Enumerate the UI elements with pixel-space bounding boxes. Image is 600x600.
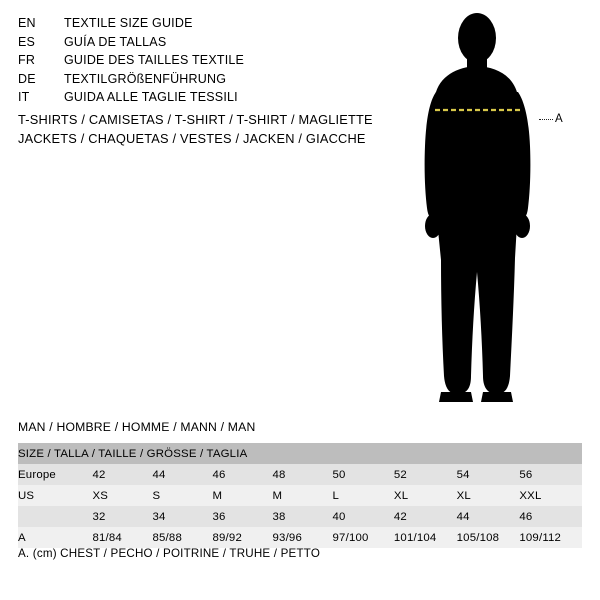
- cell: 46: [519, 510, 533, 523]
- language-title: GUIDA ALLE TAGLIE TESSILI: [64, 90, 238, 104]
- cell: 44: [456, 510, 470, 523]
- language-code: DE: [18, 71, 36, 86]
- category-jackets: JACKETS / CHAQUETAS / VESTES / JACKEN / GIACCHE: [18, 131, 366, 146]
- table-footnote: A. (cm) CHEST / PECHO / POITRINE / TRUHE / PETTO: [18, 547, 321, 560]
- language-title: TEXTILGRÖßENFÜHRUNG: [64, 71, 227, 86]
- table-row: [18, 464, 582, 485]
- cell: 97/100: [332, 531, 369, 544]
- cell: 101/104: [393, 531, 437, 544]
- cell: 38: [272, 510, 286, 523]
- cell: 56: [519, 468, 533, 481]
- measure-leader-line: [539, 119, 553, 120]
- row-label: US: [18, 489, 35, 502]
- cell: 81/84: [92, 531, 122, 544]
- cell: M: [272, 489, 283, 502]
- table-row: [18, 527, 582, 548]
- cell: 50: [332, 468, 346, 481]
- cell: 105/108: [456, 531, 500, 544]
- cell: 48: [272, 468, 286, 481]
- category-headings: [18, 110, 418, 148]
- row-label: A: [18, 531, 26, 544]
- table-header-row: [18, 443, 582, 464]
- row-label: [18, 506, 92, 527]
- table-header-label: SIZE / TALLA / TAILLE / GRÖSSE / TAGLIA: [18, 447, 248, 460]
- cell: M: [212, 489, 223, 502]
- language-code: EN: [18, 16, 36, 30]
- language-title: TEXTILE SIZE GUIDE: [64, 16, 193, 30]
- language-row: [18, 51, 398, 70]
- cell: 52: [393, 468, 407, 481]
- cell: 40: [332, 510, 346, 523]
- cell: XL: [393, 489, 409, 502]
- cell: 42: [92, 468, 106, 481]
- cell: XXL: [519, 489, 542, 502]
- measure-label-a: A: [555, 113, 564, 125]
- cell: 89/92: [212, 531, 242, 544]
- language-row: [18, 14, 398, 33]
- cell: 44: [152, 468, 166, 481]
- cell: 42: [393, 510, 407, 523]
- language-row: [18, 88, 398, 107]
- category-tshirts: T-SHIRTS / CAMISETAS / T-SHIRT / T-SHIRT / MAGLIETTE: [18, 112, 373, 127]
- language-title: GUÍA DE TALLAS: [64, 34, 167, 49]
- language-list: [18, 14, 398, 107]
- cell: S: [152, 489, 161, 502]
- male-silhouette-icon: [405, 10, 590, 410]
- table-caption: MAN / HOMBRE / HOMME / MANN / MAN: [18, 420, 256, 434]
- row-label: Europe: [18, 468, 56, 481]
- cell: XS: [92, 489, 109, 502]
- body-figure: [405, 10, 590, 410]
- language-code: FR: [18, 53, 36, 67]
- cell: XL: [456, 489, 471, 502]
- cell: L: [332, 489, 340, 502]
- cell: 85/88: [152, 531, 182, 544]
- table-row: [18, 506, 582, 527]
- language-row: [18, 33, 398, 52]
- cell: 93/96: [272, 531, 303, 544]
- language-code: ES: [18, 34, 36, 49]
- cell: 34: [152, 510, 166, 523]
- cell: 32: [92, 510, 106, 523]
- language-code: IT: [18, 90, 30, 104]
- size-table: [18, 443, 582, 548]
- cell: 54: [456, 468, 470, 481]
- cell: 36: [212, 510, 226, 523]
- cell: 46: [212, 468, 226, 481]
- cell: 109/112: [519, 531, 562, 544]
- language-title: GUIDE DES TAILLES TEXTILE: [64, 53, 245, 67]
- language-row: [18, 70, 398, 89]
- table-row: [18, 485, 582, 506]
